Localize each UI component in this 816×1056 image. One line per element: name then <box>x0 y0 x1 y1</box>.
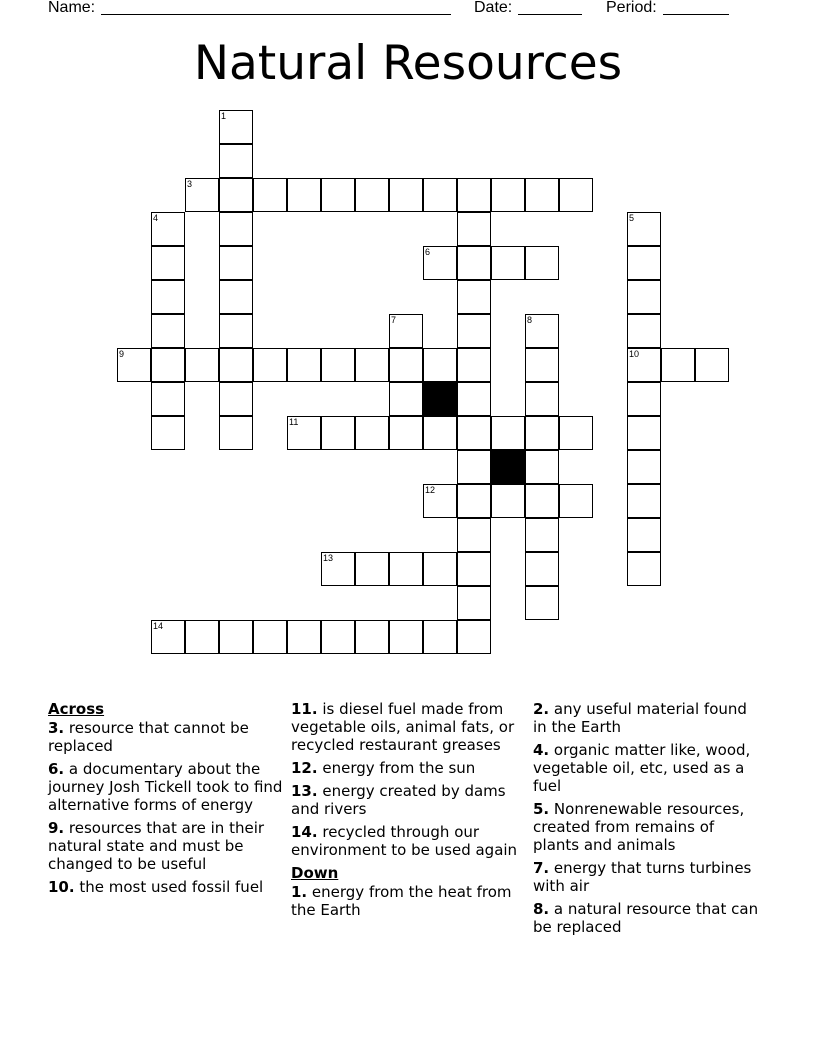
crossword-cell[interactable] <box>457 314 491 348</box>
crossword-cell[interactable] <box>321 348 355 382</box>
crossword-cell[interactable] <box>355 178 389 212</box>
crossword-cell[interactable] <box>525 348 559 382</box>
crossword-cell[interactable] <box>219 144 253 178</box>
crossword-cell[interactable] <box>627 484 661 518</box>
crossword-cell[interactable] <box>423 348 457 382</box>
crossword-cell[interactable] <box>559 484 593 518</box>
clue-item-text: energy from the heat from the Earth <box>291 883 512 919</box>
crossword-cell[interactable] <box>219 178 253 212</box>
crossword-cell[interactable] <box>321 178 355 212</box>
clue-number: 4 <box>153 213 159 223</box>
clue-item-text: is diesel fuel made from vegetable oils, animal fats, or recycled restaurant greases <box>291 700 515 754</box>
clue-item-number: 12. <box>291 759 318 777</box>
crossword-cell[interactable] <box>185 348 219 382</box>
crossword-cell[interactable] <box>525 416 559 450</box>
clue-number: 13 <box>323 553 334 563</box>
name-label: Name: <box>48 0 96 16</box>
crossword-cell[interactable] <box>151 246 185 280</box>
crossword-cell[interactable] <box>389 314 423 348</box>
clue-item <box>48 719 283 755</box>
across-clue-list <box>48 719 283 896</box>
crossword-cell[interactable] <box>457 382 491 416</box>
crossword-cell[interactable] <box>219 348 253 382</box>
crossword-cell[interactable] <box>457 450 491 484</box>
clues-column-3 <box>533 700 763 941</box>
crossword-cell[interactable] <box>627 416 661 450</box>
clue-item <box>291 883 523 919</box>
crossword-cell[interactable] <box>627 450 661 484</box>
clue-number: 11 <box>289 417 299 427</box>
crossword-cell[interactable] <box>559 416 593 450</box>
crossword-cell[interactable] <box>457 348 491 382</box>
across-heading: Across <box>48 700 105 718</box>
crossword-cell[interactable] <box>151 280 185 314</box>
crossword-cell[interactable] <box>219 314 253 348</box>
crossword-cell[interactable] <box>219 110 253 144</box>
crossword-cell[interactable] <box>321 620 355 654</box>
crossword-cell[interactable] <box>219 280 253 314</box>
crossword-cell[interactable] <box>287 178 321 212</box>
crossword-cell[interactable] <box>321 416 355 450</box>
crossword-cell[interactable] <box>457 212 491 246</box>
crossword-cell[interactable] <box>389 178 423 212</box>
blocked-cell <box>423 382 457 416</box>
clue-item-number: 8. <box>533 900 550 918</box>
down-clue-list-continued <box>533 700 763 936</box>
crossword-cell[interactable] <box>525 246 559 280</box>
crossword-cell[interactable] <box>627 246 661 280</box>
crossword-cell[interactable] <box>151 212 185 246</box>
clue-item-number: 1. <box>291 883 308 901</box>
period-label: Period: <box>606 0 657 16</box>
crossword-cell[interactable] <box>491 178 525 212</box>
clue-item-text: recycled through our environment to be used again <box>291 823 518 859</box>
crossword-cell[interactable] <box>525 382 559 416</box>
clue-item-text: energy created by dams and rivers <box>291 782 506 818</box>
clue-item-number: 14. <box>291 823 318 841</box>
crossword-cell[interactable] <box>491 416 525 450</box>
crossword-cell[interactable] <box>627 280 661 314</box>
crossword-cell[interactable] <box>389 620 423 654</box>
clue-number: 3 <box>187 179 193 189</box>
crossword-cell[interactable] <box>627 382 661 416</box>
crossword-cell[interactable] <box>695 348 729 382</box>
clue-item-number: 4. <box>533 741 550 759</box>
clue-item-number: 7. <box>533 859 550 877</box>
crossword-cell[interactable] <box>219 212 253 246</box>
crossword-cell[interactable] <box>559 178 593 212</box>
crossword-cell[interactable] <box>491 246 525 280</box>
clue-item <box>533 800 763 854</box>
crossword-cell[interactable] <box>423 620 457 654</box>
clue-item-number: 6. <box>48 760 65 778</box>
crossword-cell[interactable] <box>627 518 661 552</box>
crossword-cell[interactable] <box>151 416 185 450</box>
clue-number: 10 <box>629 349 640 359</box>
clue-item <box>291 782 523 818</box>
clue-item-number: 3. <box>48 719 65 737</box>
crossword-cell[interactable] <box>627 552 661 586</box>
clue-item-text: the most used fossil fuel <box>79 878 264 896</box>
clue-item-number: 5. <box>533 800 550 818</box>
crossword-cell[interactable] <box>355 348 389 382</box>
clue-item-number: 2. <box>533 700 550 718</box>
crossword-cell[interactable] <box>185 620 219 654</box>
clue-item <box>291 823 523 859</box>
clue-number: 1 <box>221 111 227 121</box>
clue-item <box>533 900 763 936</box>
clue-item <box>291 700 523 754</box>
crossword-cell[interactable] <box>389 382 423 416</box>
page-title: Natural Resources <box>193 36 623 91</box>
clue-item-text: resources that are in their natural state and must be changed to be useful <box>48 819 265 873</box>
date-label: Date: <box>474 0 513 16</box>
crossword-cell[interactable] <box>661 348 695 382</box>
crossword-cell[interactable] <box>423 552 457 586</box>
down-heading: Down <box>291 864 339 882</box>
clue-item <box>533 741 763 795</box>
crossword-cell[interactable] <box>151 348 185 382</box>
crossword-cell[interactable] <box>219 246 253 280</box>
clue-item-text: a documentary about the journey Josh Tickell took to find alternative forms of energy <box>48 760 283 814</box>
crossword-cell[interactable] <box>457 416 491 450</box>
crossword-cell[interactable] <box>151 314 185 348</box>
crossword-cell[interactable] <box>457 552 491 586</box>
clues-column-1 <box>48 700 283 901</box>
crossword-cell[interactable] <box>457 246 491 280</box>
crossword-cell[interactable] <box>389 348 423 382</box>
clue-number: 8 <box>527 315 533 325</box>
clue-item-text: a natural resource that can be replaced <box>533 900 759 936</box>
crossword-cell[interactable] <box>389 552 423 586</box>
down-clue-list <box>291 883 523 919</box>
crossword-cell[interactable] <box>423 484 457 518</box>
clue-item <box>291 759 523 777</box>
crossword-cell[interactable] <box>525 586 559 620</box>
clue-item-text: energy from the sun <box>322 759 476 777</box>
crossword-cell[interactable] <box>525 450 559 484</box>
crossword-cell[interactable] <box>457 280 491 314</box>
clue-item <box>533 700 763 736</box>
blocked-cell <box>491 450 525 484</box>
crossword-cell[interactable] <box>457 518 491 552</box>
crossword-cell[interactable] <box>219 382 253 416</box>
clue-item <box>533 859 763 895</box>
crossword-cell[interactable] <box>525 484 559 518</box>
clue-item-number: 9. <box>48 819 65 837</box>
crossword-cell[interactable] <box>525 552 559 586</box>
crossword-cell[interactable] <box>525 314 559 348</box>
crossword-cell[interactable] <box>355 552 389 586</box>
clue-item-number: 13. <box>291 782 318 800</box>
crossword-cell[interactable] <box>117 348 151 382</box>
crossword-cell[interactable] <box>219 620 253 654</box>
crossword-cell[interactable] <box>457 620 491 654</box>
clue-number: 7 <box>391 315 397 325</box>
clues-column-2 <box>291 700 523 924</box>
clue-number: 9 <box>119 349 125 359</box>
crossword-cell[interactable] <box>151 382 185 416</box>
crossword-cell[interactable] <box>389 416 423 450</box>
clue-item-text: resource that cannot be replaced <box>48 719 249 755</box>
crossword-cell[interactable] <box>151 620 185 654</box>
across-clue-list-continued <box>291 700 523 859</box>
crossword-cell[interactable] <box>253 348 287 382</box>
clue-number: 12 <box>425 485 436 495</box>
crossword-cell[interactable] <box>457 484 491 518</box>
crossword-cell[interactable] <box>627 348 661 382</box>
crossword-cell[interactable] <box>525 518 559 552</box>
crossword-cell[interactable] <box>423 416 457 450</box>
crossword-cell[interactable] <box>525 178 559 212</box>
clue-number: 14 <box>153 621 164 631</box>
clue-item-text: energy that turns turbines with air <box>533 859 752 895</box>
crossword-cell[interactable] <box>355 416 389 450</box>
crossword-cell[interactable] <box>219 416 253 450</box>
crossword-cell[interactable] <box>253 620 287 654</box>
clue-number: 6 <box>425 247 431 257</box>
crossword-cell[interactable] <box>253 178 287 212</box>
clue-item-text: any useful material found in the Earth <box>533 700 747 736</box>
clue-number: 5 <box>629 213 635 223</box>
crossword-cell[interactable] <box>491 484 525 518</box>
crossword-cell[interactable] <box>627 212 661 246</box>
crossword-cell[interactable] <box>287 416 321 450</box>
crossword-cell[interactable] <box>457 586 491 620</box>
clue-item-text: Nonrenewable resources, created from remains of plants and animals <box>533 800 745 854</box>
clue-item-number: 10. <box>48 878 75 896</box>
clue-item <box>48 819 283 873</box>
crossword-cell[interactable] <box>423 246 457 280</box>
crossword-cell[interactable] <box>423 178 457 212</box>
clue-item <box>48 760 283 814</box>
crossword-cell[interactable] <box>355 620 389 654</box>
crossword-cell[interactable] <box>627 314 661 348</box>
crossword-cell[interactable] <box>287 620 321 654</box>
crossword-cell[interactable] <box>457 178 491 212</box>
clue-item <box>48 878 283 896</box>
crossword-cell[interactable] <box>321 552 355 586</box>
clue-item-number: 11. <box>291 700 318 718</box>
clue-item-text: organic matter like, wood, vegetable oil, etc, used as a fuel <box>533 741 751 795</box>
crossword-cell[interactable] <box>185 178 219 212</box>
crossword-cell[interactable] <box>287 348 321 382</box>
